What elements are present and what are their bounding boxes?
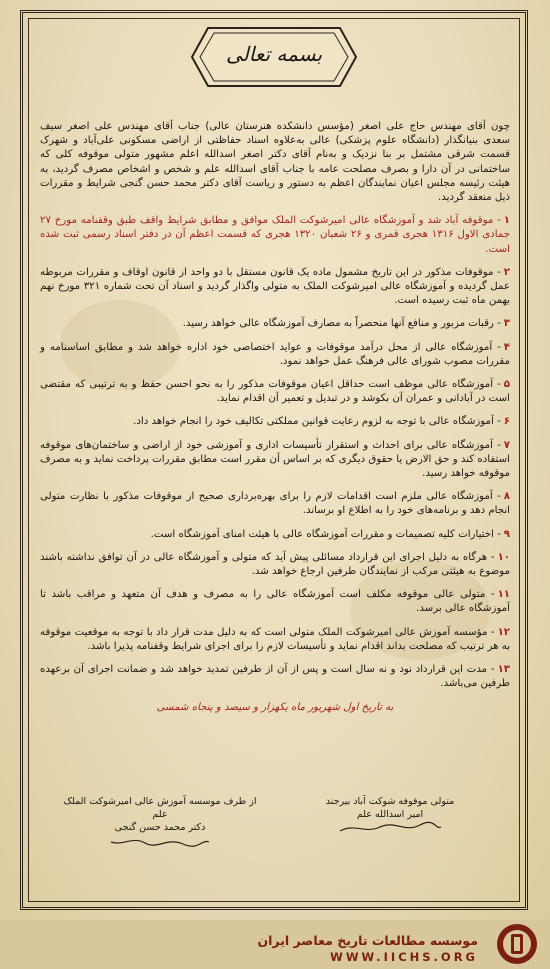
signatory-name: دکتر محمد حسن گنجی bbox=[114, 822, 206, 833]
list-item: ۲- موقوفات مذکور در این تاریخ مشمول ماده یک قانون مستقل با دو واحد از قانون اوقاف و مقررات مربوطه عمل گردیده و آموزشگاه عالی امیرشوکت الملک به متولی واگذار گردید و اسناد آن تحت شماره ۳۲۱ مورخ نهم بهمن ماه ثبت رسیده است. bbox=[40, 266, 510, 307]
list-item: ۳- رقبات مزبور و منافع آنها منحصراً به مصارف آموزشگاه عالی خواهد رسید. bbox=[182, 318, 510, 330]
list-item: ۱۲- مؤسسه آموزش عالی امیرشوکت الملک متولی است که به دلیل مدت قرار داد با توجه به موقعیت موقوفه به هر ترتیب که مصلحت بداند اقدام نماید و تأسیسات لازم را برای اجرای شرایط وقفنامه پذیرا باشد. bbox=[40, 626, 510, 652]
list-item: ۹- اختیارات کلیه تصمیمات و مقررات آموزشگاه عالی با هیئت امنای آموزشگاه است. bbox=[150, 528, 510, 540]
signatory-title: متولی موقوفه شوکت آباد بیرجند bbox=[325, 796, 455, 807]
document-date: به تاریخ اول شهریور ماه یکهزار و سیصد و پنجاه شمسی bbox=[156, 701, 394, 713]
list-item: ۴- آموزشگاه عالی از محل درآمد موقوفات و عواید اختصاصی خود اداره خواهد شد و مطابق اساسنامه و مقررات مصوب شورای عالی فرهنگ عمل خواهد نمود. bbox=[40, 341, 510, 367]
signature-right bbox=[290, 795, 490, 839]
document-heading: بسمه تعالی bbox=[225, 42, 323, 66]
intro-paragraph: چون آقای مهندس حاج علی اصغر (مؤسس دانشکده هنرستان عالی) جناب آقای مهندس علی اصغر سیف سعدی بنیانگذار (دانشگاه علوم پزشکی) عالی به‌علاوه اسناد حفاظتی از اراضی مسکونی علی‌آباد و شهرک قسمت شرقی مشتمل بر بنا نزدیک و به‌نام آقای دکتر اصغر اسدالله اعلم مشهور متولی موقوفه کلی که ساختمانی در آن دارا و بصرف مصلحت عامه با جناب آقای اسدالله علم و شخص و اشخاص مصرف گردید، به هیئت رئیسه مجلس اعیان نمایندگان اعظم به دستور و ریاست آقای دکتر محمد حسن گنجی شرایط و مقررات ذیل منعقد گردید. bbox=[40, 121, 510, 204]
list-item: ۱۰- هرگاه به دلیل اجرای این قرارداد مسائلی پیش آید که متولی و آموزشگاه عالی در آن توافق نداشته باشند موضوع به هیئتی مرکب از نمایندگان طرفین ارجاع خواهد شد. bbox=[40, 551, 510, 578]
list-item: ۵- آموزشگاه عالی موظف است حداقل اعیان موقوفات مذکور را به نحو احسن حفظ و به ترتیبی که مقتضی است در آبادانی و عمران آن بکوشد و در تبدیل و تعمیر آن اقدام نماید. bbox=[40, 379, 510, 405]
signature-left bbox=[60, 795, 260, 852]
list-item: ۸- آموزشگاه عالی ملزم است اقدامات لازم را برای بهره‌برداری صحیح از موقوفات مذکور با نظارت متولی انجام دهد و برنامه‌های خود را به اطلاع او برساند. bbox=[40, 491, 510, 517]
heading-cartouche bbox=[188, 22, 360, 92]
signature-scribble-icon bbox=[335, 821, 445, 835]
document-body bbox=[40, 120, 510, 715]
list-item: ۱- موقوفه آباد شد و آموزشگاه عالی امیرشوکت الملک موافق و مطابق شرایط واقف طبق وقفنامه مورخ ۲۷ جمادی الاول ۱۳۱۶ هجری قمری و ۲۶ شعبان ۱۳۲۰ هجری که قسمت اعظم آن در دفتر اسناد رسمی ثبت شده است. bbox=[40, 215, 511, 255]
signature-scribble-icon bbox=[105, 834, 215, 848]
list-item: ۷- آموزشگاه عالی برای احداث و استقرار تأسیسات اداری و آموزشی خود از اراضی و ساختمان‌های موقوفه استفاده کند و حق الارض یا حقوق دیگری که بر اساس آن مقرر است مطابق مقررات پرداخت نماید و به مصرف موقوفه خواهد رسید. bbox=[40, 439, 511, 480]
list-item: ۱۱- متولی عالی موقوفه مکلف است آموزشگاه عالی را به مصرف و هدف آن متعهد و مراقب باشد تا آموزشگاه عالی برسد. bbox=[40, 589, 510, 615]
list-item: ۱۳- مدت این قرارداد نود و نه سال است و پس از آن از طرفین تمدید خواهد شد و ضمانت اجرای آن برعهده طرفین می‌باشد. bbox=[40, 664, 510, 690]
institute-logo-icon bbox=[494, 922, 540, 966]
institute-url[interactable]: WWW.IICHS.ORG bbox=[330, 950, 478, 964]
institute-name: موسسه مطالعات تاریخ معاصر ایران bbox=[257, 933, 478, 948]
list-item: ۶- آموزشگاه عالی با توجه به لزوم رعایت قوانین مملکتی تکالیف خود را انجام خواهد داد. bbox=[133, 416, 510, 428]
signatory-name: امیر اسدالله علم bbox=[356, 809, 424, 820]
signatory-title: از طرف موسسه آموزش عالی امیرشوکت الملک علم bbox=[63, 796, 257, 820]
footer-bar bbox=[0, 920, 550, 969]
